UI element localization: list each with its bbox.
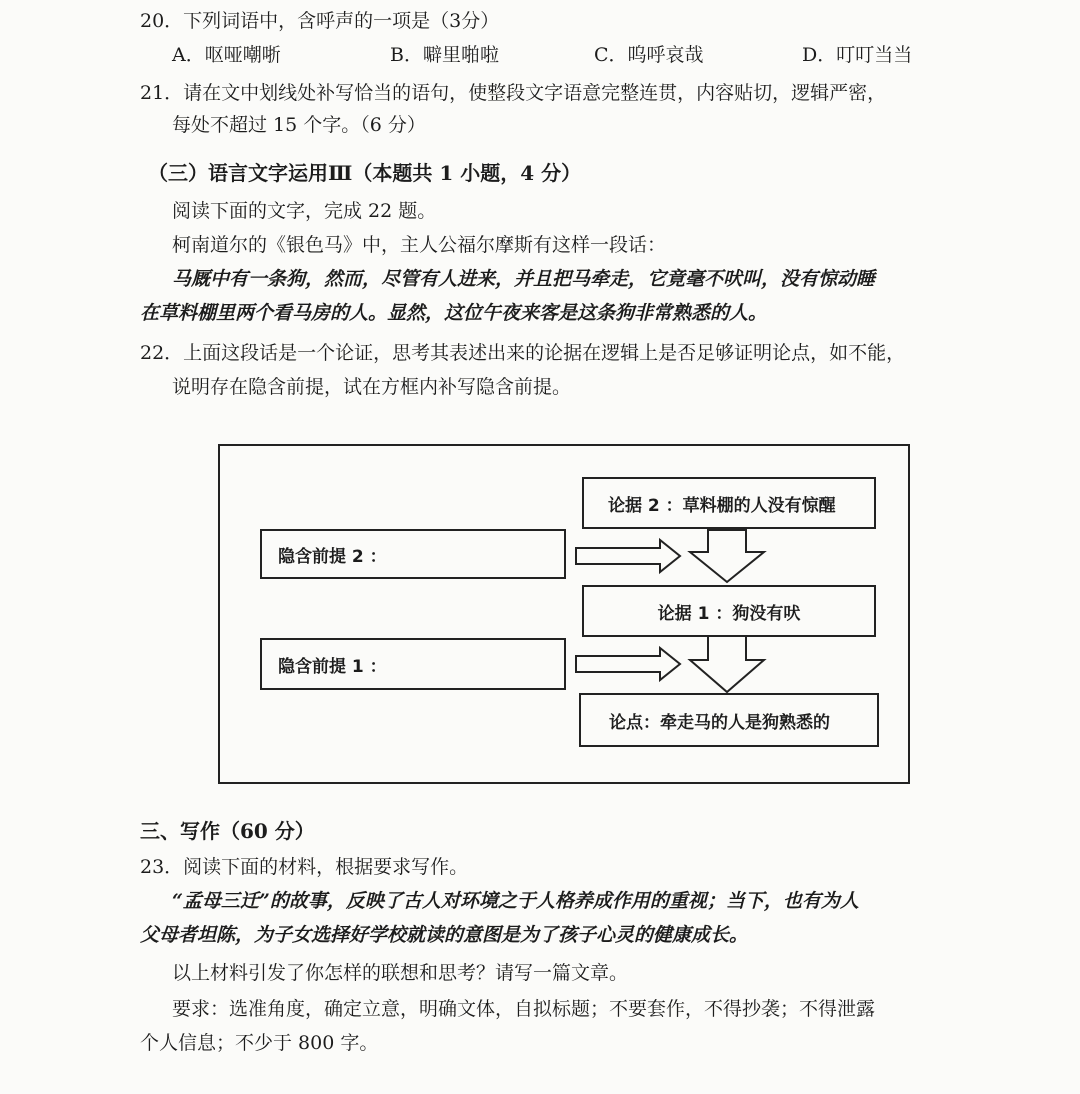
section3-lead: 柯南道尔的《银色马》中，主人公福尔摩斯有这样一段话：	[172, 234, 667, 256]
q20-option-d: D．叮叮当当	[802, 44, 913, 66]
quote-line1: 马厩中有一条狗，然而，尽管有人进来，并且把马牵走，它竟毫不吠叫，没有惊动睡	[172, 268, 876, 290]
premise1-box: 隐含前提 1 ：	[260, 638, 566, 690]
requirement-line1: 要求：选准角度，确定立意，明确文体，自拟标题；不要套作，不得抄袭；不得泄露	[172, 998, 876, 1020]
quote-line2: 在草料棚里两个看马房的人。显然，这位午夜来客是这条狗非常熟悉的人。	[140, 302, 768, 324]
q22-line1: 22．上面这段话是一个论证，思考其表述出来的论据在逻辑上是否足够证明论点，如不能，	[140, 342, 906, 364]
evidence2-box: 论据 2 ：草料棚的人没有惊醒	[582, 477, 876, 529]
q21-line2: 每处不超过 15 个字。（6 分）	[172, 114, 426, 136]
writing-prompt: 以上材料引发了你怎样的联想和思考？请写一篇文章。	[172, 962, 629, 984]
q20-option-b: B．噼里啪啦	[390, 44, 499, 66]
requirement-line2: 个人信息；不少于 800 字。	[140, 1032, 379, 1054]
section3-heading: （三）语言文字运用Ⅲ（本题共 1 小题，4 分）	[148, 161, 582, 185]
material-line1: “孟母三迁”的故事，反映了古人对环境之于人格养成作用的重视；当下，也有为人	[172, 890, 859, 912]
q20-option-a: A．呕哑嘲哳	[172, 44, 281, 66]
premise2-box: 隐含前提 2 ：	[260, 529, 566, 579]
down-arrow-2-icon	[690, 636, 764, 692]
material-line2: 父母者坦陈，为子女选择好学校就读的意图是为了孩子心灵的健康成长。	[140, 924, 749, 946]
q20-stem: 20．下列词语中，含呼声的一项是（3分）	[140, 10, 500, 32]
down-arrow-1-icon	[690, 530, 764, 582]
evidence1-box: 论据 1 ：狗没有吠	[582, 585, 876, 637]
q20-option-c: C．呜呼哀哉	[594, 44, 704, 66]
section3-intro: 阅读下面的文字，完成 22 题。	[172, 200, 437, 222]
writing-heading: 三、写作（60 分）	[140, 819, 315, 843]
q23-stem: 23．阅读下面的材料，根据要求写作。	[140, 856, 469, 878]
conclusion-box: 论点：牵走马的人是狗熟悉的	[579, 693, 879, 747]
q22-line2: 说明存在隐含前提，试在方框内补写隐含前提。	[172, 376, 572, 398]
q21-line1: 21．请在文中划线处补写恰当的语句，使整段文字语意完整连贯，内容贴切，逻辑严密，	[140, 82, 887, 104]
premise1-arrow-icon	[576, 648, 680, 680]
premise2-arrow-icon	[576, 540, 680, 572]
